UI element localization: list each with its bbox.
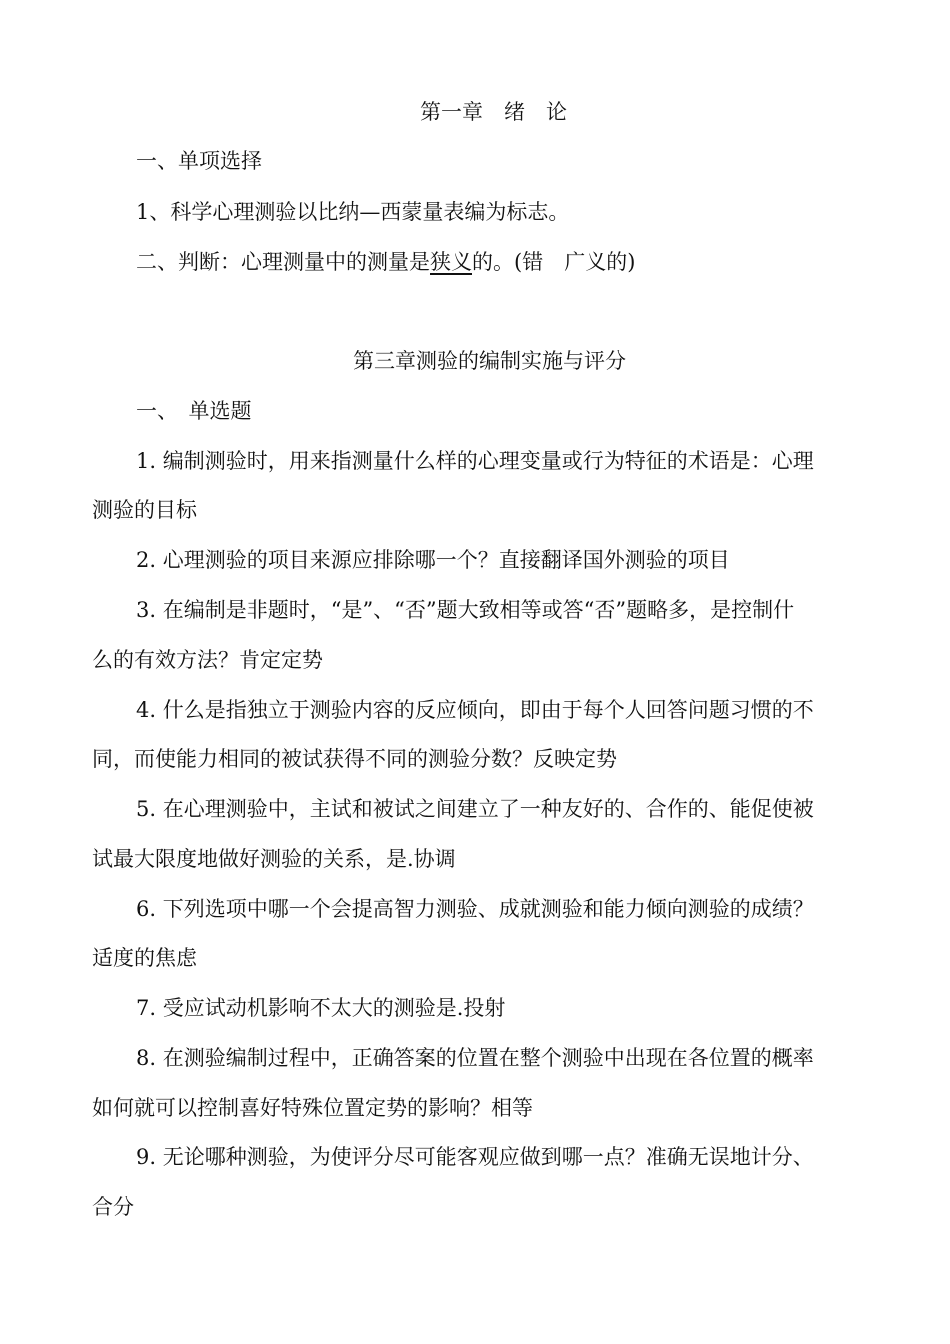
- question-8-line-2: 如何就可以控制喜好特殊位置定势的影响？相等: [92, 1096, 533, 1120]
- question-4-line-1: 4. 什么是指独立于测验内容的反应倾向，即由于每个人回答问题习惯的不: [136, 698, 814, 722]
- question-8-line-1: 8. 在测验编制过程中，正确答案的位置在整个测验中出现在各位置的概率: [136, 1046, 814, 1070]
- question-1-line-2: 测验的目标: [92, 498, 197, 522]
- question-5-line-2: 试最大限度地做好测验的关系，是.协调: [92, 847, 456, 871]
- judge-underlined-word: 狭义: [430, 250, 472, 274]
- question-9-line-2: 合分: [92, 1195, 134, 1219]
- chapter3-section-single-choice: 一、 单选题: [136, 399, 252, 423]
- chapter1-section-single-choice: 一、单项选择: [136, 149, 262, 173]
- judge-prefix: 二、判断：心理测量中的测量是: [136, 250, 430, 274]
- question-7: 7. 受应试动机影响不太大的测验是.投射: [136, 996, 506, 1020]
- question-3-line-1: 3. 在编制是非题时，“是”、“否”题大致相等或答“否”题略多，是控制什: [136, 598, 795, 622]
- question-3-line-2: 么的有效方法？肯定定势: [92, 648, 323, 672]
- question-5-line-1: 5. 在心理测验中，主试和被试之间建立了一种友好的、合作的、能促使被: [136, 797, 814, 821]
- chapter1-title: 第一章 绪 论: [420, 100, 567, 124]
- question-6-line-1: 6. 下列选项中哪一个会提高智力测验、成就测验和能力倾向测验的成绩？: [136, 897, 814, 921]
- chapter1-judge-line: [136, 248, 635, 276]
- question-4-line-2: 同，而使能力相同的被试获得不同的测验分数？反映定势: [92, 747, 617, 771]
- judge-suffix: 的。(错 广义的): [472, 250, 636, 274]
- chapter3-title: 第三章测验的编制实施与评分: [353, 349, 626, 373]
- question-2: 2. 心理测验的项目来源应排除哪一个？直接翻译国外测验的项目: [136, 548, 730, 572]
- question-1-line-1: 1. 编制测验时，用来指测量什么样的心理变量或行为特征的术语是：心理: [136, 449, 814, 473]
- question-6-line-2: 适度的焦虑: [92, 946, 197, 970]
- question-9-line-1: 9. 无论哪种测验，为使评分尽可能客观应做到哪一点？准确无误地计分、: [136, 1145, 814, 1169]
- chapter1-item-1: 1、科学心理测验以比纳—西蒙量表编为标志。: [136, 200, 570, 224]
